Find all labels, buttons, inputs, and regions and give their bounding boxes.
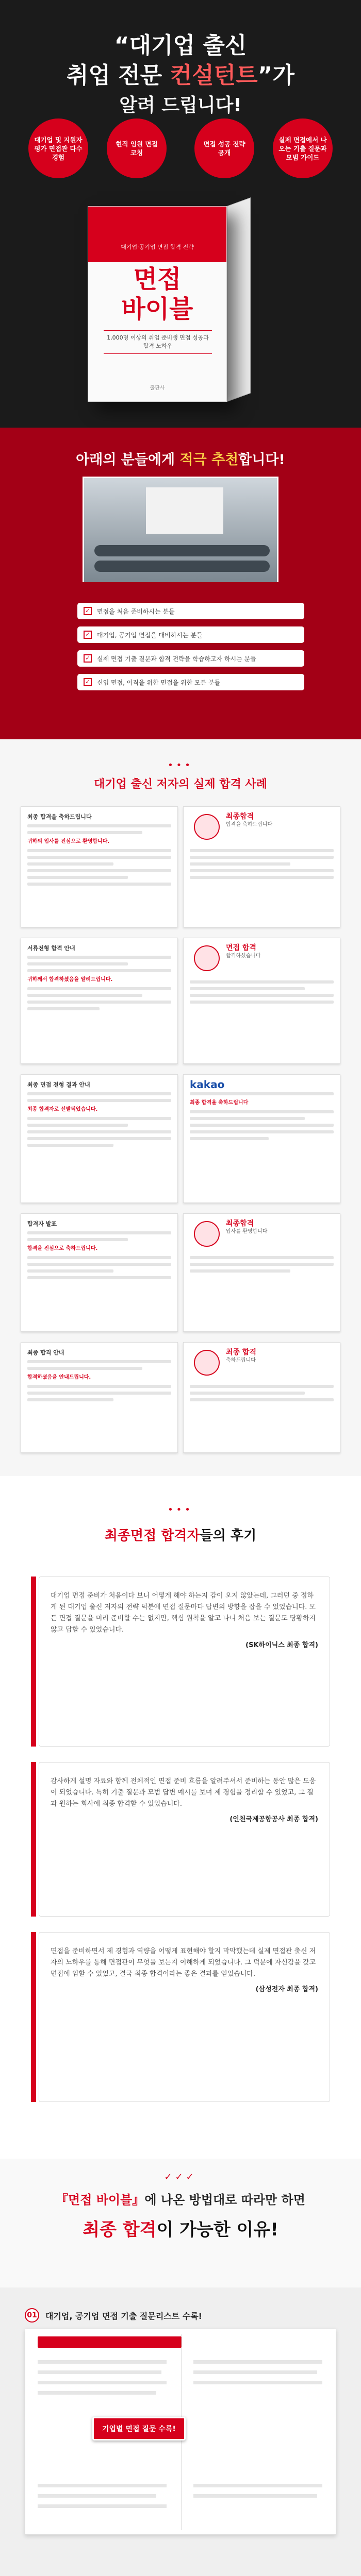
case-card-head: 면접 합격 bbox=[226, 944, 256, 952]
kakao-logo: kakao bbox=[190, 1078, 225, 1091]
review-accent bbox=[31, 1762, 36, 1917]
hero-title-line2a: 취업 전문 bbox=[66, 62, 170, 89]
case-card-body: 최종 합격을 축하드립니다 bbox=[190, 1100, 249, 1106]
cases-title: 대기업 출신 저자의 실제 합격 사례 bbox=[94, 778, 267, 791]
case-card-body: 귀하의 입사를 진심으로 환영합니다. bbox=[27, 839, 110, 844]
recommend-title bbox=[0, 448, 361, 468]
feature-circle-text: 대기업 및 지원자 평가 면접관 다수 경험 bbox=[34, 135, 83, 161]
case-card bbox=[21, 1213, 178, 1332]
review-author: (삼성전자 최종 합격) bbox=[255, 1986, 318, 1993]
book-subtitle: 대기업·공기업 면접 합격 전략 bbox=[121, 244, 194, 250]
review-text: 면접을 준비하면서 제 경험과 역량을 어떻게 표현해야 할지 막막했는데 실제 면접관 출신 저자의 노하우를 통해 면접관이 무엇을 보는지 이해하게 되었습니다. 그 덕분에 자신감을 갖고 면접에 임할 수 있었고, 결국 최종 합격이라는 좋은 결과를 얻었습니다. bbox=[51, 1947, 316, 1978]
stamp-icon bbox=[194, 1221, 220, 1247]
case-card bbox=[183, 1213, 340, 1332]
reasons-book-name: 『면접 바이블』 bbox=[56, 2193, 145, 2207]
feature-circle bbox=[194, 118, 254, 178]
checklist-item bbox=[77, 674, 304, 690]
case-card bbox=[21, 938, 178, 1064]
reason-number: 01 bbox=[25, 2308, 39, 2323]
case-card-head: 합격자 발표 bbox=[27, 1221, 57, 1227]
reviews-title-a: 최종면접 bbox=[104, 1528, 161, 1544]
hero-title-line1: “대기업 출신 bbox=[114, 32, 247, 59]
book-cover bbox=[88, 206, 227, 402]
book-page-preview bbox=[25, 2329, 336, 2535]
book-title-line1: 면접 bbox=[133, 265, 182, 294]
cases-section bbox=[0, 739, 361, 1476]
case-card-head: 최종 합격을 축하드립니다 bbox=[27, 814, 92, 820]
hero-title-line3: 알려 드립니다! bbox=[119, 95, 242, 116]
case-card-head: 최종 면접 전형 결과 안내 bbox=[27, 1081, 90, 1088]
reviews-title bbox=[0, 1525, 361, 1544]
book-spine bbox=[227, 197, 251, 402]
photo-audience-row bbox=[94, 545, 270, 556]
dots-decoration: ✓✓✓ bbox=[164, 2172, 197, 2182]
case-card-head: 최종합격 bbox=[226, 812, 254, 821]
checklist-text: 대기업, 공기업 면접을 대비하시는 분들 bbox=[97, 631, 203, 639]
case-card bbox=[183, 806, 340, 927]
checklist-item bbox=[77, 626, 304, 643]
checklist-item bbox=[77, 650, 304, 667]
checklist-text: 신입 면접, 이직을 위한 면접을 위한 모든 분들 bbox=[97, 679, 221, 686]
dots-decoration: ••• bbox=[168, 1504, 193, 1515]
book-title bbox=[88, 264, 226, 324]
review-author: (SK하이닉스 최종 합격) bbox=[245, 1641, 318, 1649]
book-tagline: 1,000명 이상의 취업 준비생 면접 성공과 합격 노하우 bbox=[104, 330, 212, 354]
book-cover-band bbox=[88, 207, 226, 262]
case-card-body: 합격하셨음을 안내드립니다. bbox=[27, 1375, 91, 1380]
feature-circle-text: 실제 면접에서 나오는 기출 질문과 모범 가이드 bbox=[278, 135, 327, 161]
case-card-head: 최종 합격 bbox=[226, 1348, 256, 1357]
case-card-body: 합격하셨습니다 bbox=[226, 953, 261, 959]
review-author: (인천국제공항공사 최종 합격) bbox=[229, 1816, 318, 1823]
feature-circle bbox=[273, 118, 333, 178]
feature-circle bbox=[28, 118, 88, 178]
review-card bbox=[39, 1577, 330, 1747]
case-card-head: 최종 합격 안내 bbox=[27, 1349, 64, 1356]
reason-block bbox=[25, 2308, 336, 2540]
reason-heading: 대기업, 공기업 면접 기출 질문리스트 수록! bbox=[45, 2311, 202, 2321]
reviews-section bbox=[0, 1476, 361, 2159]
dots-decoration: ••• bbox=[168, 760, 193, 771]
hero-title-line2c: ”가 bbox=[257, 62, 295, 89]
reasons-intro-text2: 이 가능한 이유! bbox=[156, 2219, 278, 2240]
book-publisher: 출판사 bbox=[150, 385, 165, 391]
seminar-photo bbox=[83, 477, 278, 582]
check-icon: ✓ bbox=[84, 678, 92, 686]
case-card-body: 귀하께서 합격하셨음을 알려드립니다. bbox=[27, 977, 113, 982]
reasons-intro-line1 bbox=[0, 2190, 361, 2208]
checklist-text: 실제 면접 기출 질문과 합격 전략을 학습하고자 하시는 분들 bbox=[97, 655, 256, 663]
hero-title bbox=[0, 31, 361, 121]
hero-section bbox=[0, 0, 361, 582]
feature-circle-text: 면접 성공 전략 공개 bbox=[203, 140, 245, 157]
reasons-intro-text: 에 나온 방법대로 따라만 하면 bbox=[144, 2193, 305, 2207]
stamp-icon bbox=[194, 945, 220, 971]
reviews-title-b: 합격자 bbox=[161, 1528, 200, 1544]
feature-circle-text: 현직 임원 면접 코칭 bbox=[116, 140, 158, 157]
reason-callout: 기업별 면접 질문 수록! bbox=[92, 2417, 186, 2441]
review-card bbox=[39, 1932, 330, 2102]
recommend-title-c: 합니다! bbox=[238, 452, 285, 468]
review-text: 대기업 면접 준비가 처음이다 보니 어떻게 해야 하는지 감이 오지 않았는데, 그러던 중 접하게 된 대기업 출신 저자의 전략 덕분에 면접 질문마다 답변의 방향을 잡을 수 있었습니다. 모든 면접 질문을 미리 준비할 수는 없지만, 핵심 원칙을 알고 나니 처음 보는 질문도 당황하지 않고 답할 수 있었습니다. bbox=[51, 1592, 316, 1634]
book-title-line2: 바이블 bbox=[121, 295, 193, 324]
case-card bbox=[21, 1074, 178, 1203]
reasons-intro-line2 bbox=[0, 2215, 361, 2241]
case-card-head: 서류전형 합격 안내 bbox=[27, 945, 75, 952]
checklist-section bbox=[0, 582, 361, 739]
review-accent bbox=[31, 1932, 36, 2102]
feature-circle bbox=[107, 118, 167, 178]
recommend-title-a: 아래의 분들에게 bbox=[76, 452, 180, 468]
case-card bbox=[183, 1074, 340, 1203]
photo-audience-row bbox=[94, 561, 270, 572]
case-card bbox=[21, 1342, 178, 1453]
recommend-title-highlight: 적극 추천 bbox=[179, 452, 239, 468]
case-card-head: 최종합격 bbox=[226, 1219, 254, 1228]
review-accent bbox=[31, 1577, 36, 1747]
photo-screen bbox=[146, 487, 223, 534]
check-icon: ✓ bbox=[84, 607, 92, 615]
checklist-text: 면접을 처음 준비하시는 분들 bbox=[97, 607, 175, 615]
review-card bbox=[39, 1762, 330, 1917]
case-card bbox=[21, 806, 178, 927]
case-card-body: 입사를 환영합니다 bbox=[226, 1229, 268, 1234]
case-card-body: 축하드립니다 bbox=[226, 1358, 256, 1363]
reasons-section bbox=[0, 2159, 361, 2576]
reasons-intro-highlight: 최종 합격 bbox=[83, 2219, 157, 2240]
stamp-icon bbox=[194, 1350, 220, 1376]
case-card-body: 최종 합격자로 선발되었습니다. bbox=[27, 1107, 98, 1112]
case-card-body: 합격을 진심으로 축하드립니다. bbox=[27, 1246, 98, 1251]
review-text: 감사하게 설명 자료와 함께 전체적인 면접 준비 흐름을 알려주셔서 준비하는 동안 많은 도움이 되었습니다. 특히 기출 질문과 모범 답변 예시를 보며 제 경험을 정리할 수 있었고, 그 결과 원하는 회사에 최종 합격할 수 있었습니다. bbox=[51, 1777, 316, 1808]
case-card bbox=[183, 1342, 340, 1453]
case-card-body: 합격을 축하드립니다 bbox=[226, 822, 273, 827]
hero-title-highlight: 컨설턴트 bbox=[170, 62, 258, 89]
stamp-icon bbox=[194, 814, 220, 840]
case-card bbox=[183, 938, 340, 1064]
reviews-title-c: 들의 후기 bbox=[200, 1528, 257, 1544]
checklist-item bbox=[77, 603, 304, 619]
check-icon: ✓ bbox=[84, 631, 92, 639]
reasons-intro bbox=[0, 2159, 361, 2287]
check-icon: ✓ bbox=[84, 654, 92, 663]
